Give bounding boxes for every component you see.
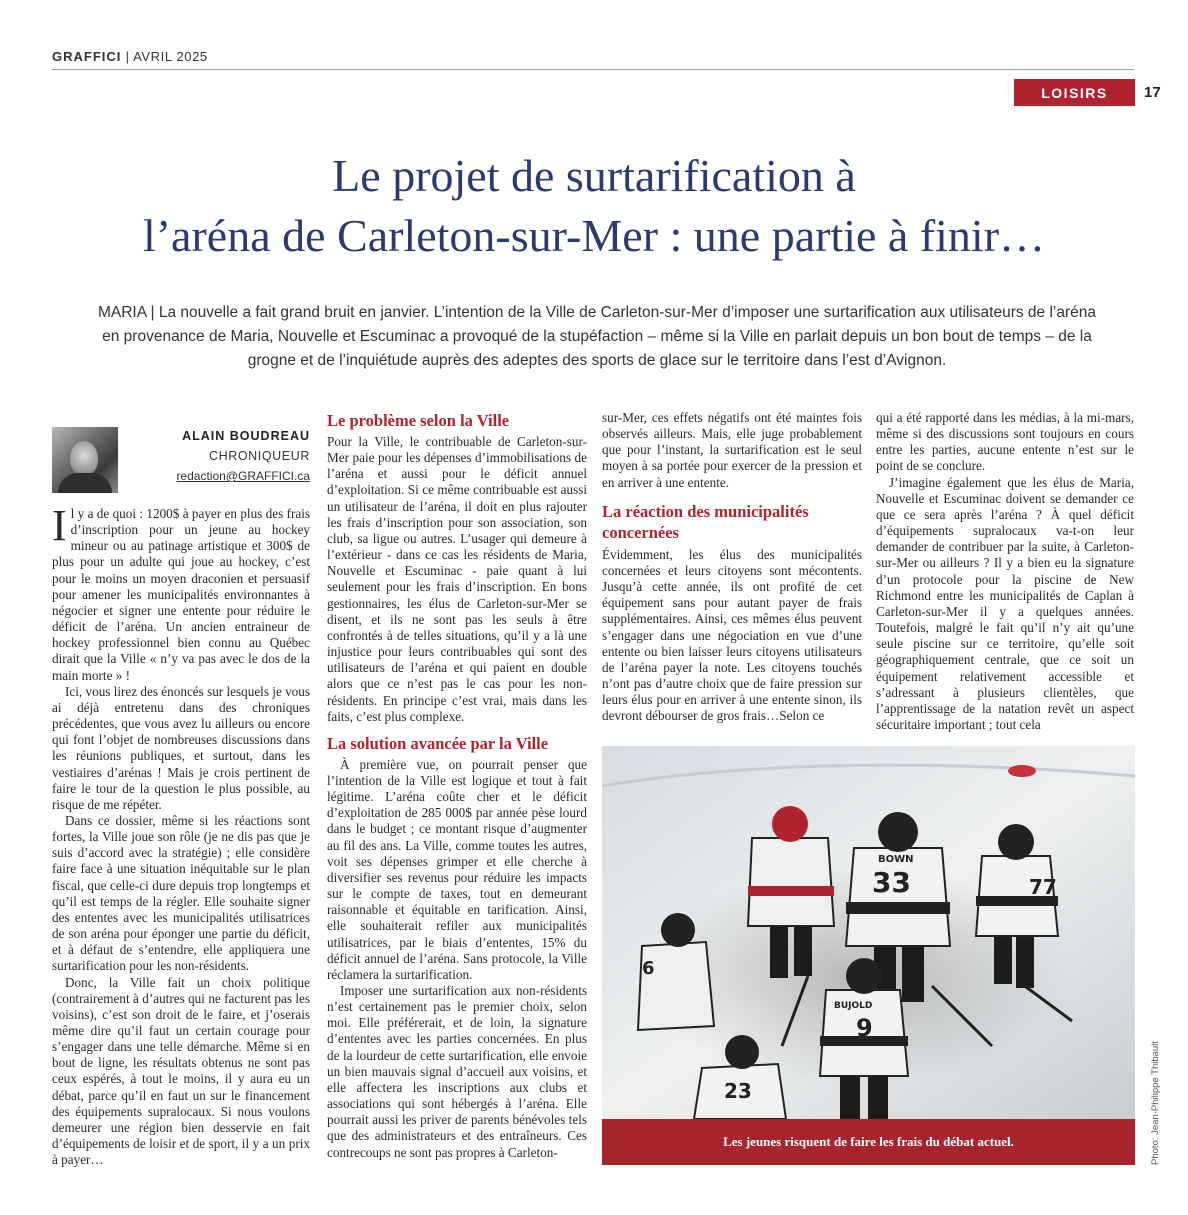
masthead (52, 49, 208, 64)
subheading: La solution avancée par la Ville (327, 733, 549, 753)
article-paragraph: Ici, vous lirez des énoncés sur lesquels je vous ai déjà entretenu dans des chroniques précédentes, que vous avez lu ailleurs ou encore qui font l’objet de nombreuses discussions dans les réunions publiques, et surtout, dans les vestiaires d’arénas ! Mais je crois pertinent de faire le tour de la question le plus possible, au risque de me répéter. (52, 683, 311, 812)
lede: MARIA | La nouvelle a fait grand bruit en janvier. L’intention de la Ville de Carleton-sur-Mer d’imposer une surtarification aux utilisateurs de l’aréna en provenance de Maria, Nouvelle et Escuminac a provoqué de la stupéfaction – même si la Ville en parlait depuis un bon bout de temps – de la grogne et de l’inquiétude auprès des adeptes des sports de glace sur le territoire dans l’est d’Avignon. (97, 304, 1096, 369)
article-paragraph: Évidemment, les élus des municipalités concernées et leurs citoyens sont mécontents. Jusqu’à cette année, ils ont profité de cet équipement sans pour autant payer de frais supplémentaires. Ainsi, ces mêmes élus peuvent s’engager dans une négociation en vue d’une entente ou bien laisser leurs citoyens utilisateurs de l’aréna payer la note. Les citoyens touchés n’ont pas d’autre choix que de faire pression sur leurs élus pour en arriver à une entente sinon, ils devront débourser de gros frais…Selon ce (602, 546, 862, 724)
author-role: CHRONIQUEUR (208, 449, 310, 463)
headline (60, 146, 1128, 266)
article-column-4 (876, 410, 1134, 733)
article-paragraph: Donc, la Ville fait un choix politique (contrairement à d’autres qui ne facturent pas les voisins), c’est son droit de le faire, et j’oserais même dire qu’il faut un certain courage pour s’engager dans une telle démarche. Même si en bout de ligne, les résultats obtenus ne sont pas ceux espérés, à tout le moins, il y aura eu un débat, parce qu’il en faut un sur le financement des équipements supralocaux. Si nous voulons demeurer une région bien desservie en fait d’équipements de loisir et de sport, il y a un prix à payer… (52, 974, 310, 1168)
article-paragraph: Pour la Ville, le contribuable de Carleton-sur-Mer paie pour les dépenses d’immobilisations de l’aréna et aussi pour le déficit annuel d’exploitation. Si ce même contribuable est aussi un utilisateur de l’aréna, il doit en plus rajouter les frais d’inscription pour son association, son club, sa ligue ou autres. L’usager qui demeure à l’extérieur - dans ce cas les résidents de Maria, Nouvelle et Escuminac - paie quant à lui seulement pour les frais d’inscription. En bons gestionnaires, les élus de Carleton-sur-Mer se disent, et ils ne sont pas les seuls à être confrontés à de telles situations, qu’il y a là une injustice pour leurs contribuables qui sont des utilisateurs de l’aréna et qui paient en double alors que ce n’est pas le cas pour les non-résidents. En principe c’est vrai, mais dans les faits, c’est plus complexe. (327, 434, 587, 724)
jersey-number: 77 (1029, 875, 1057, 899)
article-paragraph: À première vue, on pourrait penser que l’intention de la Ville est logique et tout à fait légitime. L’aréna coûte cher et le déficit d’exploitation de 285 000$ par année pèse lourd dans le budget ; ce montant risque d’augmenter au fil des ans. La Ville, comme toutes les autres, voit ses dépenses grimper et elle cherche à diversifier ses revenus pour réduire les impacts sur le compte de taxes, tout en demeurant raisonnable et équitable en tarification. Ainsi, elle souhaiterait refiler aux municipalités utilisatrices, par le biais d’ententes, 15% du déficit annuel de l’aréna. Sans protocole, la Ville réclamera la surtarification. (327, 756, 587, 982)
hockey-photo (602, 746, 1135, 1119)
author-email-link[interactable]: redaction@GRAFFICI.ca (176, 469, 310, 483)
drop-cap: I (52, 501, 67, 550)
jersey-number: 33 (872, 866, 911, 899)
section-tab: LOISIRS (1014, 79, 1135, 106)
subheading: Le problème selon la Ville (327, 411, 510, 430)
issue-date: AVRIL 2025 (133, 49, 208, 64)
subheading: La réaction des municipalités concernées (602, 501, 809, 542)
article-paragraph: Il y a de quoi : 1200$ à payer en plus des frais d’inscription pour un jeune au hockey mineur ou au patinage artistique et 300$ de plus pour un adulte qui joue au hockey, c’est pour le moins un moyen draconien et persuasif pour amener les municipalités environnantes à négocier et signer une entente pour réduire le déficit de l’aréna. Un ancien entraineur de hockey professionnel bien connu au Québec dirait que la Ville « n’y va pas avec le dos de la main morte » ! (52, 501, 310, 683)
jersey-number: 23 (724, 1079, 752, 1103)
article-column-3 (602, 410, 862, 725)
jersey-number: 9 (856, 1014, 873, 1042)
author-portrait-icon (52, 427, 118, 493)
jersey-name: BUJOLD (834, 1001, 873, 1011)
author-name: ALAIN BOUDREAU (182, 429, 310, 443)
photo-caption: Les jeunes risquent de faire les frais du débat actuel. (602, 1119, 1135, 1165)
photo-credit: Photo: Jean-Philippe Thibault (1150, 1041, 1161, 1165)
headline-line-2: l’aréna de Carleton-sur-Mer : une partie à finir… (142, 210, 1046, 261)
article-column-1 (52, 501, 311, 1168)
article-paragraph: qui a été rapporté dans les médias, à la mi-mars, même si des discussions sont toujours en cours entre les parties, aucune entente n’est sur le point de se conclure. (876, 410, 1134, 474)
masthead-separator: | (125, 49, 130, 64)
article-paragraph: Imposer une surtarification aux non-résidents n’est certainement pas le premier choix, selon moi. Elle préférerait, et de loin, la signature d’ententes avec les parties concernées. En plus de la lourdeur de cette surtarification, elle envoie un bien mauvais signal d’accueil aux voisins, et elle affectera les inscriptions aux clubs et associations qui sont hébergés à l’aréna. Elle pourrait aussi les priver de parents bénévoles tels que des administrateurs et des entraîneurs. Ces contrecoups ne sont pas propres à Carleton- (327, 983, 587, 1160)
article-paragraph: Dans ce dossier, même si les réactions sont fortes, la Ville joue son rôle (je ne dis pas que je suis d’accord avec la stratégie) ; elle considère faire face à une situation inéquitable sur le plan fiscal, que celle-ci dure depuis trop longtemps et qu’il est temps de la régler. Elle souhaite signer des ententes avec les municipalités utilisatrices de son aréna pour éponger une partie du déficit, et à défaut de s’entendre, elle appliquera une surtarification pour les non-résidents. (52, 812, 310, 974)
author-box (52, 427, 310, 491)
headline-line-1: Le projet de surtarification à (332, 150, 856, 201)
article-paragraph: sur-Mer, ces effets négatifs ont été maintes fois observés ailleurs. Mais, elle juge probablement que pour l’instant, la surtarification est le seul moyen à sa portée pour exercer de la pression et en arriver à une entente. (602, 410, 862, 490)
top-rule (52, 69, 1134, 70)
article-paragraph: J’imagine également que les élus de Maria, Nouvelle et Escuminac doivent se demander ce que ce sera après l’aréna ? À quel déficit d’équipements supralocaux va-t-on leur demander de contribuer par la suite, à Carleton-sur-Mer ou ailleurs ? Il y a bien eu la signature d’un protocole pour la piscine de New Richmond entre les municipalités de Caplan à Carleton-sur-Mer il y a quelques années. Toutefois, malgré le fait qu’il n’y ait qu’une seule piscine sur ce territoire, qu’elle soit géographiquement centrale, que ce soit un équipement relativement accessible et s’adressant à plusieurs clientèles, que l’apprentissage de la natation revêt un aspect sécuritaire important ; tout cela (876, 474, 1134, 732)
jersey-name: BOWN (878, 854, 914, 865)
page-number: 17 (1144, 84, 1161, 101)
jersey-number: 6 (642, 958, 655, 979)
article-column-2 (327, 410, 587, 1161)
brand-name: GRAFFICI (52, 49, 122, 64)
